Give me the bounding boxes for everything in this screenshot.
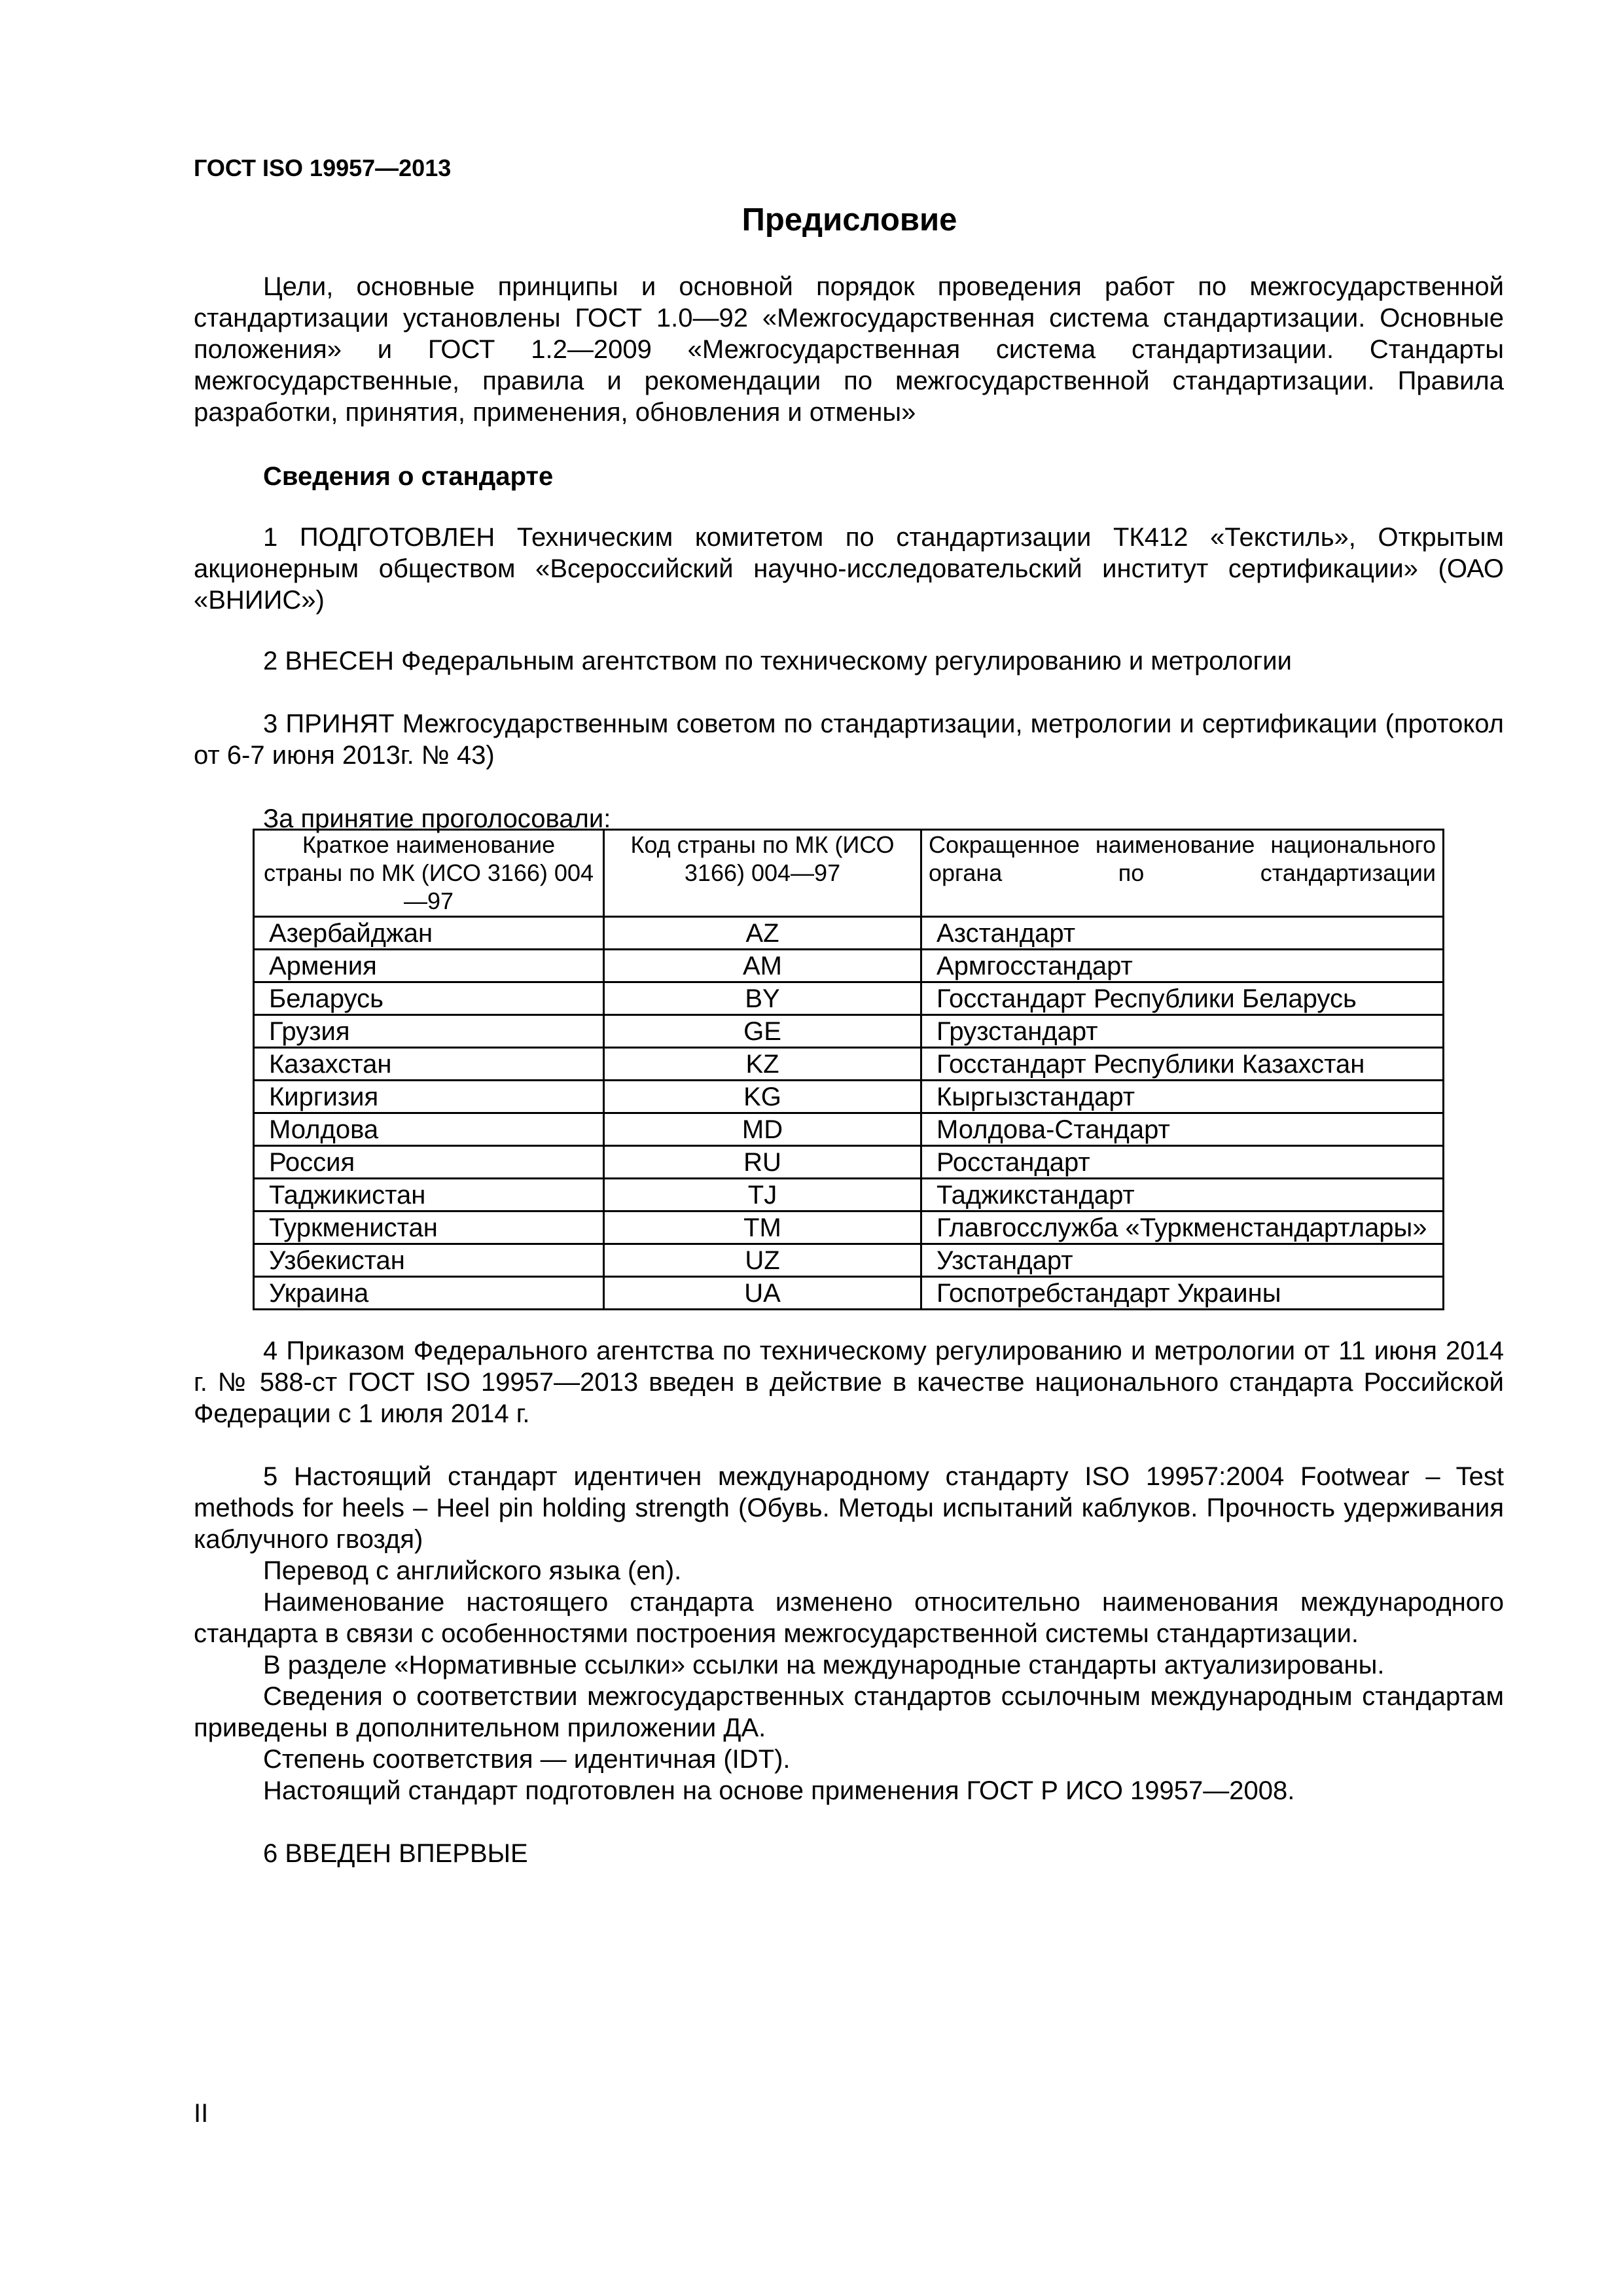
standards-body: Таджикстандарт [921, 1179, 1444, 1211]
country-code: AZ [604, 917, 921, 950]
item-5-references: В разделе «Нормативные ссылки» ссылки на международные стандарты актуализированы. [263, 1651, 1385, 1679]
item-5-basis: Настоящий стандарт подготовлен на основе применения ГОСТ Р ИСО 19957—2008. [263, 1776, 1295, 1805]
item-5-identical: 5 Настоящий стандарт идентичен международному стандарту ISO 19957:2004 Footwear – Test methods for heels – Heel pin holding strength (Обувь. Методы испытаний каблуков. Прочность удерживания каблучного гвоздя) [194, 1462, 1504, 1554]
table-row [254, 1048, 1444, 1081]
standards-body: Госпотребстандарт Украины [921, 1277, 1444, 1310]
country-code: BY [604, 982, 921, 1015]
table-row [254, 1146, 1444, 1179]
item-2-submitted: 2 ВНЕСЕН Федеральным агентством по техническому регулированию и метрологии [263, 647, 1292, 675]
country-code: MD [604, 1113, 921, 1146]
country-code: AM [604, 950, 921, 982]
country-code: KZ [604, 1048, 921, 1081]
item-5-degree: Степень соответствия — идентичная (IDT). [263, 1745, 791, 1774]
table-header-row [254, 830, 1444, 917]
standards-body: Госстандарт Республики Казахстан [921, 1048, 1444, 1081]
item-6-introduced: 6 ВВЕДЕН ВПЕРВЫЕ [263, 1839, 528, 1868]
country-name: Туркменистан [254, 1211, 604, 1244]
item-3-adopted: 3 ПРИНЯТ Межгосударственным советом по стандартизации, метрологии и сертификации (протокол от 6-7 июня 2013г. № 43) [194, 709, 1504, 770]
intro-paragraph: Цели, основные принципы и основной порядок проведения работ по межгосударственной стандартизации установлены ГОСТ 1.0—92 «Межгосударственная система стандартизации. Основные положения» и ГОСТ 1.2—2009 «Межгосударственная система стандартизации. Стандарты межгосударственные, правила и рекомендации по межгосударственной стандартизации. Правила разработки, принятия, применения, обновления и отмены» [194, 272, 1504, 427]
country-name: Россия [254, 1146, 604, 1179]
table-row [254, 1277, 1444, 1310]
standards-body: Азстандарт [921, 917, 1444, 950]
country-name: Молдова [254, 1113, 604, 1146]
page-title: Предисловие [741, 202, 957, 238]
standards-body: Госстандарт Республики Беларусь [921, 982, 1444, 1015]
item-5-name-change: Наименование настоящего стандарта изменено относительно наименования международного стандарта в связи с особенностями построения межгосударственной системы стандартизации. [194, 1588, 1504, 1648]
country-code: RU [604, 1146, 921, 1179]
item-5-translation: Перевод с английского языка (en). [263, 1556, 682, 1585]
table-row [254, 1179, 1444, 1211]
standards-body: Армгосстандарт [921, 950, 1444, 982]
country-code: KG [604, 1081, 921, 1113]
table-row [254, 1113, 1444, 1146]
country-name: Азербайджан [254, 917, 604, 950]
table-row [254, 1081, 1444, 1113]
country-code: TM [604, 1211, 921, 1244]
page-number: II [194, 2099, 209, 2128]
standards-body: Росстандарт [921, 1146, 1444, 1179]
table-row [254, 950, 1444, 982]
standards-body: Молдова-Стандарт [921, 1113, 1444, 1146]
header-code: Код страны по МК (ИСО 3166) 004—97 [604, 830, 921, 917]
country-name: Украина [254, 1277, 604, 1310]
table-row [254, 1211, 1444, 1244]
item-4-enacted: 4 Приказом Федерального агентства по техническому регулированию и метрологии от 11 июня 2014 г. № 588-ст ГОСТ ISO 19957—2013 введен в действие в качестве национального стандарта Российской Федерации с 1 июля 2014 г. [194, 1336, 1504, 1428]
table-row [254, 917, 1444, 950]
country-code: UA [604, 1277, 921, 1310]
standards-body: Главгосслужба «Туркменстандартлары» [921, 1211, 1444, 1244]
country-name: Беларусь [254, 982, 604, 1015]
voting-countries-table [253, 829, 1444, 1310]
country-name: Грузия [254, 1015, 604, 1048]
standards-body: Узстандарт [921, 1244, 1444, 1277]
country-code: UZ [604, 1244, 921, 1277]
country-name: Узбекистан [254, 1244, 604, 1277]
country-code: GE [604, 1015, 921, 1048]
table-row [254, 1015, 1444, 1048]
standards-body: Грузстандарт [921, 1015, 1444, 1048]
table-row [254, 1244, 1444, 1277]
country-name: Армения [254, 950, 604, 982]
item-5-conformity-info: Сведения о соответствии межгосударственных стандартов ссылочным международным стандартам приведены в дополнительном приложении ДА. [194, 1682, 1504, 1742]
table-row [254, 982, 1444, 1015]
standards-body: Кыргызстандарт [921, 1081, 1444, 1113]
header-standards-body: Сокращенное наименование национального органа по стандартизации [921, 830, 1444, 917]
country-name: Таджикистан [254, 1179, 604, 1211]
item-1-prepared: 1 ПОДГОТОВЛЕН Техническим комитетом по стандартизации ТК412 «Текстиль», Открытым акционерным обществом «Всероссийский научно-исследовательский институт сертификации» (ОАО «ВНИИС») [194, 523, 1504, 615]
standard-info-heading: Сведения о стандарте [263, 462, 554, 491]
header-country: Краткое наименование страны по МК (ИСО 3166) 004—97 [254, 830, 604, 917]
country-code: TJ [604, 1179, 921, 1211]
country-name: Киргизия [254, 1081, 604, 1113]
country-name: Казахстан [254, 1048, 604, 1081]
table-caption: За принятие проголосовали: [263, 804, 611, 833]
document-code-header: ГОСТ ISO 19957—2013 [194, 154, 452, 181]
